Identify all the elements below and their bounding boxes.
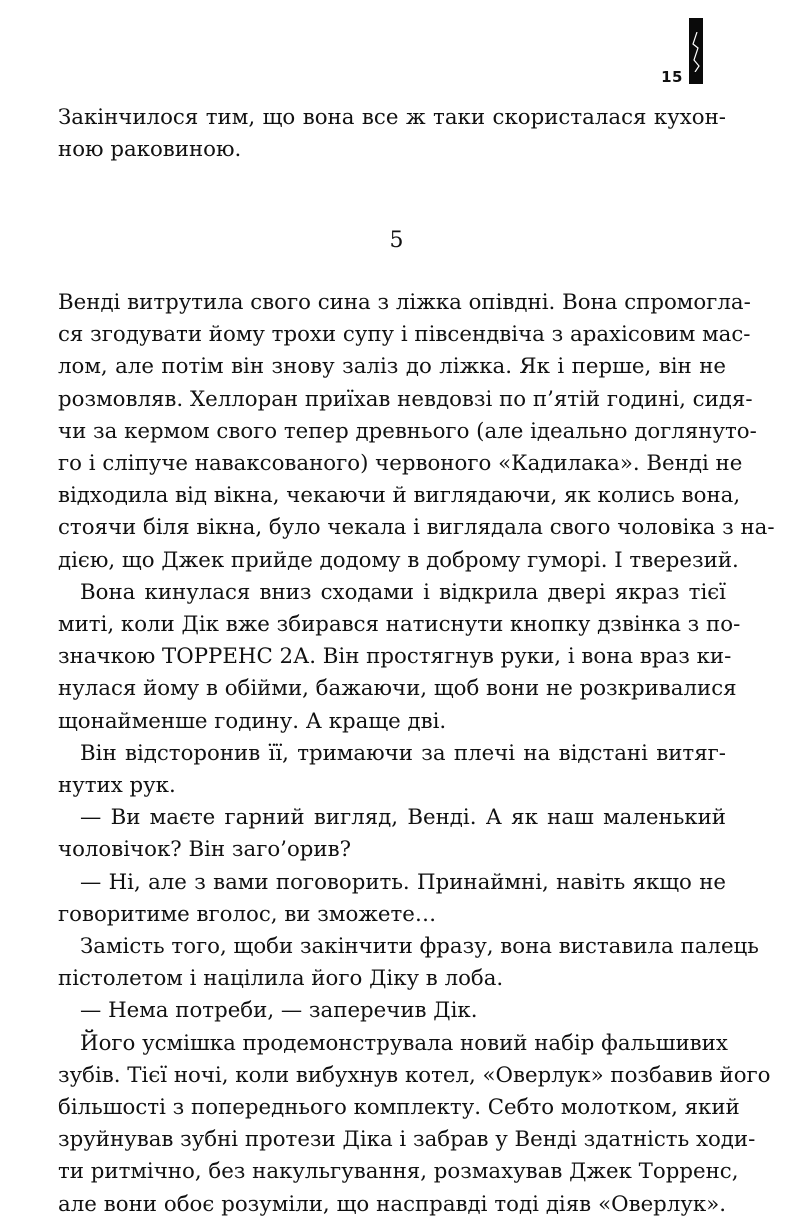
lightning-tab-icon [691,32,701,72]
text-line: більшості з попереднього комплекту. Себто молотком, який [58,1095,740,1121]
text-line: — Нема потреби, — заперечив Дік. [80,998,478,1024]
text-line: Закінчилося тим, що вона все ж таки скористалася кухон- [58,105,726,130]
text-line: зубів. Тієї ночі, коли вибухнув котел, «Оверлук» позбавив його [58,1062,771,1088]
text-line: пістолетом і націлила його Діку в лоба. [58,966,504,992]
text-line: — Ви маєте гарний вигляд, Венді. А як наш маленький [80,805,726,831]
intro-paragraph [58,102,726,166]
text-line: — Ні, але з вами поговорить. Принаймні, навіть якщо не [80,869,726,895]
body-text [58,287,775,1221]
text-line: ти ритмічно, без накульгування, розмахував Джек Торренс, [58,1159,739,1185]
text-line: Він відсторонив її, тримаючи за плечі на відстані витяг- [80,740,726,766]
page-number: 15 [661,68,683,86]
text-line: значкою ТОРРЕНС 2А. Він простягнув руки, і вона враз ки- [58,644,732,670]
text-line: чи за кермом свого тепер древнього (але ідеально доглянуто- [58,418,757,444]
text-line: але вони обоє розуміли, що насправді тоді діяв «Оверлук». [58,1191,726,1217]
text-line: ся згодувати йому трохи супу і півсендвіча з арахісовим мас- [58,322,751,348]
text-line: Замість того, щоби закінчити фразу, вона виставила палець [80,934,759,960]
text-line: розмовляв. Хеллоран приїхав невдовзі по п’ятій годині, сидя- [58,386,753,412]
text-line: нутих рук. [58,773,176,799]
text-line: ною раковиною. [58,137,242,163]
text-line: нулася йому в обійми, бажаючи, щоб вони не розкривалися [58,676,737,702]
text-line: зруйнував зубні протези Діка і забрав у Венді здатність ходи- [58,1127,756,1153]
chapter-number: 5 [389,228,404,253]
text-line: щонайменше годину. А краще дві. [58,708,447,734]
text-line: стоячи біля вікна, було чекала і виглядала свого чоловіка з на- [58,515,775,541]
text-line: Його усмішка продемонструвала новий набір фальшивих [80,1030,728,1056]
text-line: дією, що Джек прийде додому в доброму гуморі. І тверезий. [58,547,739,573]
page-header [663,18,703,88]
text-line: Венді витрутила свого сина з ліжка опівдні. Вона спромогла- [58,290,751,315]
text-line: відходила від вікна, чекаючи й виглядаючи, як колись вона, [58,483,741,509]
text-line: Вона кинулася вниз сходами і відкрила двері якраз тієї [80,579,726,605]
text-line: го і сліпуче наваксованого) червоного «Кадилака». Венді не [58,451,743,477]
text-line: говоритиме вголос, ви зможете… [58,901,437,927]
chapter-tab [689,18,703,84]
text-line: чоловічок? Він заго’орив? [58,837,351,863]
text-line: лом, але потім він знову заліз до ліжка. Як і перше, він не [58,354,726,380]
text-line: миті, коли Дік вже збирався натиснути кнопку дзвінка з по- [58,612,741,638]
